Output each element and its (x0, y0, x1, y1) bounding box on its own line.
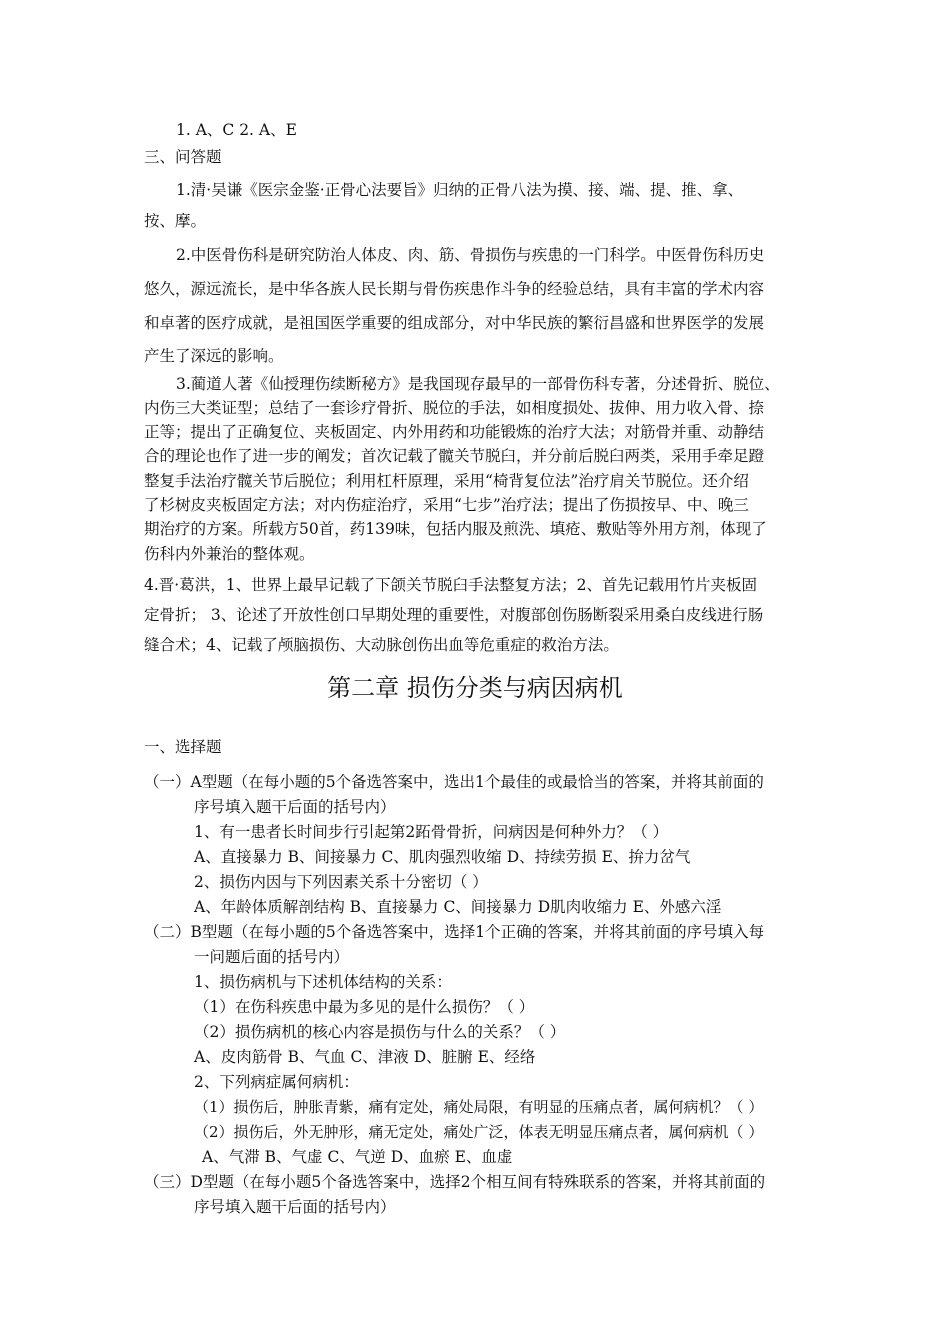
essay-q3-line5: 整复手法治疗髋关节后脱位；利用杠杆原理，采用“椅背复位法”治疗肩关节脱位。还介绍 (144, 472, 749, 490)
partB-question-1-options: A、皮肉筋骨 B、气血 C、津液 D、脏腑 E、经络 (194, 1048, 536, 1066)
partB-question-2-sub2: （2）损伤后，外无肿形，痛无定处，痛处广泛，体表无明显压痛点者，属何病机（ ） (194, 1123, 764, 1141)
chapter-title: 第二章 损伤分类与病因病机 (327, 674, 623, 702)
partB-question-2-sub1: （1）损伤后，肿胀青紫，痛有定处，痛处局限，有明显的压痛点者，属何病机？（ ） (194, 1098, 764, 1116)
partB-question-1: 1、损伤病机与下述机体结构的关系： (194, 973, 452, 991)
essay-q3-line2: 内伤三大类证型；总结了一套诊疗骨折、脱位的手法，如相度损处、拔伸、用力收入骨、捺 (144, 399, 765, 417)
essay-q3-line3: 正等；提出了正确复位、夹板固定、内外用药和功能锻炼的治疗大法；对筋骨并重、动静结 (144, 423, 765, 441)
partA-question-2-options: A、年龄体质解剖结构 B、直接暴力 C、间接暴力 D肌肉收缩力 E、外感六淫 (194, 898, 722, 916)
partD-intro-line2: 序号填入题干后面的括号内） (194, 1198, 396, 1216)
partD-intro-line1: （三）D型题（在每小题5个备选答案中，选择2个相互间有特殊联系的答案，并将其前面的 (144, 1173, 766, 1191)
essay-q2-line4: 产生了深远的影响。 (144, 347, 284, 365)
partA-question-1: 1、有一患者长时间步行引起第2跖骨骨折，问病因是何种外力？（ ） (194, 823, 669, 841)
essay-q3-line8: 伤科内外兼治的整体观。 (144, 545, 315, 563)
essay-q2-line2: 悠久，源远流长，是中华各族人民长期与骨伤疾患作斗争的经验总结，具有丰富的学术内容 (144, 280, 765, 298)
essay-q1-line2: 按、摩。 (144, 212, 207, 230)
essay-q1-line1: 1.清·吴谦《医宗金鉴·正骨心法要旨》归纳的正骨八法为摸、接、端、提、推、拿、 (176, 181, 744, 199)
answer-key-line: 1. A、C 2. A、E (176, 121, 297, 139)
section-heading-choice: 一、选择题 (144, 738, 222, 756)
partA-question-1-options: A、直接暴力 B、间接暴力 C、肌肉强烈收缩 D、持续劳损 E、拚力岔气 (194, 848, 691, 866)
partA-intro-line1: （一）A型题（在每小题的5个备选答案中，选出1个最佳的或最恰当的答案，并将其前面的 (144, 773, 764, 791)
essay-q4-line1: 4.晋·葛洪，1、世界上最早记载了下颌关节脱臼手法整复方法；2、首先记载用竹片夹板固 (144, 576, 757, 594)
essay-q3-line1: 3.蔺道人著《仙授理伤续断秘方》是我国现存最早的一部骨伤科专著，分述骨折、脱位、 (176, 375, 780, 393)
essay-q3-line4: 合的理论也作了进一步的阐发；首次记载了髋关节脱臼，并分前后脱臼两类，采用手牵足蹬 (144, 447, 765, 465)
partB-intro-line1: （二）B型题（在每小题的5个备选答案中，选择1个正确的答案，并将其前面的序号填入每 (144, 923, 765, 941)
essay-q3-line6: 了杉树皮夹板固定方法；对内伤症治疗，采用“七步”治疗法；提出了伤损按早、中、晚三 (144, 496, 749, 514)
partB-question-2: 2、下列病症属何病机： (194, 1073, 359, 1091)
partA-intro-line2: 序号填入题干后面的括号内） (194, 798, 396, 816)
partB-intro-line2: 一问题后面的括号内） (194, 948, 350, 966)
essay-q4-line2: 定骨折； 3、论述了开放性创口早期处理的重要性，对腹部创伤肠断裂采用桑白皮线进行肠 (144, 606, 764, 624)
partA-question-2: 2、损伤内因与下列因素关系十分密切（ ） (194, 873, 488, 891)
essay-q2-line3: 和卓著的医疗成就，是祖国医学重要的组成部分，对中华民族的繁衍昌盛和世界医学的发展 (144, 314, 765, 332)
essay-q2-line1: 2.中医骨伤科是研究防治人体皮、肉、筋、骨损伤与疾患的一门科学。中医骨伤科历史 (176, 246, 765, 264)
essay-q4-line3: 缝合术；4、记载了颅脑损伤、大动脉创伤出血等危重症的救治方法。 (144, 636, 619, 654)
partB-question-1-sub1: （1）在伤科疾患中最为多见的是什么损伤？（ ） (194, 998, 535, 1016)
partB-question-2-options: A、气滞 B、气虚 C、气逆 D、血瘀 E、血虚 (202, 1148, 513, 1166)
section-heading-essay: 三、问答题 (144, 148, 222, 166)
essay-q3-line7: 期治疗的方案。所载方50首，药139味，包括内服及煎洗、填疮、敷贴等外用方剂，体现了 (144, 520, 767, 538)
partB-question-1-sub2: （2）损伤病机的核心内容是损伤与什么的关系？（ ） (194, 1023, 566, 1041)
